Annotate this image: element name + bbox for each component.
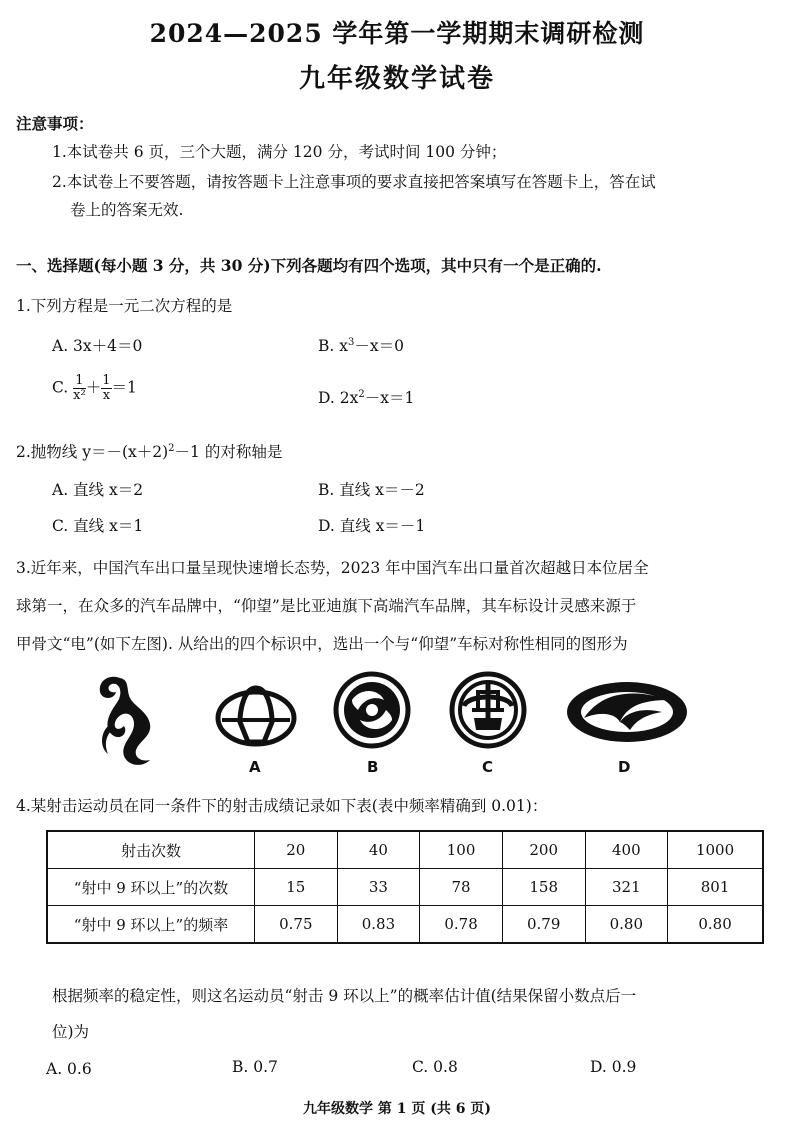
- question-2-option-d: D. 直线 x＝－1: [318, 517, 426, 535]
- table-cell: “射中 9 环以上”的次数: [47, 869, 255, 906]
- table-cell: 0.78: [420, 906, 503, 944]
- logo-c-icon: [448, 670, 528, 750]
- table-row: [47, 869, 763, 906]
- question-3-line-3: 甲骨文“电”(如下左图). 从给出的四个标识中，选出一个与“仰望”车标对称性相同的图形为: [16, 635, 628, 653]
- table-cell: 20: [255, 831, 338, 869]
- oracle-dian-glyph-icon: [90, 670, 162, 774]
- table-row: [47, 906, 763, 944]
- fraction-1-over-x: $\frac{1}{x}$: [102, 373, 111, 403]
- logo-b-label: B: [367, 758, 379, 776]
- question-4-stem: 4.某射击运动员在同一条件下的射击成绩记录如下表(表中频率精确到 0.01)：: [16, 797, 548, 815]
- table-cell: 400: [585, 831, 668, 869]
- shooting-results-table: [46, 830, 764, 944]
- page-footer: 九年级数学 第 1 页 (共 6 页): [303, 1101, 491, 1117]
- table-cell: 200: [502, 831, 585, 869]
- exam-title: 2024—2025 学年第一学期期末调研检测: [149, 19, 645, 48]
- question-4-follow-line-2: 位)为: [52, 1023, 90, 1041]
- table-cell: 1000: [668, 831, 763, 869]
- table-row: [47, 831, 763, 869]
- table-cell: 0.80: [585, 906, 668, 944]
- logo-d-icon: [562, 678, 692, 746]
- question-3-line-2: 球第一，在众多的汽车品牌中，“仰望”是比亚迪旗下高端汽车品牌，其车标设计灵感来源于: [16, 597, 637, 615]
- question-2-option-c: C. 直线 x＝1: [52, 517, 144, 535]
- logo-c-label: C: [482, 758, 494, 776]
- fraction-1-over-x-squared: $\frac{1}{\text{x²}}$: [73, 373, 86, 403]
- table-cell: 801: [668, 869, 763, 906]
- logo-a-icon: [212, 680, 300, 752]
- table-cell: 33: [337, 869, 420, 906]
- question-4-follow-line-1: 根据频率的稳定性，则这名运动员“射击 9 环以上”的概率估计值(结果保留小数点后一: [52, 987, 637, 1005]
- question-1-stem: 1.下列方程是一元二次方程的是: [16, 297, 233, 315]
- table-cell: 321: [585, 869, 668, 906]
- question-2-stem: 2.抛物线 $y=-(x+2)^2-1$ 的对称轴是: [16, 442, 283, 461]
- table-cell: 0.80: [668, 906, 763, 944]
- table-cell: 0.75: [255, 906, 338, 944]
- notes-item-1: 1.本试卷共 6 页，三个大题，满分 120 分，考试时间 100 分钟；: [52, 143, 507, 161]
- table-cell: 15: [255, 869, 338, 906]
- question-4-option-a: A. 0.6: [46, 1060, 92, 1078]
- logo-b-icon: [332, 670, 412, 750]
- question-2-option-b: B. 直线 x＝－2: [318, 481, 425, 499]
- section-1-heading: 一、选择题(每小题 3 分，共 30 分)下列各题均有四个选项，其中只有一个是正确的.: [16, 256, 602, 275]
- table-cell: “射中 9 环以上”的频率: [47, 906, 255, 944]
- notes-heading: 注意事项：: [16, 114, 94, 133]
- question-4-option-d: D. 0.9: [590, 1058, 637, 1076]
- table-cell: 100: [420, 831, 503, 869]
- question-4-option-c: C. 0.8: [412, 1058, 458, 1076]
- logo-d-label: D: [618, 758, 631, 776]
- table-cell: 0.83: [337, 906, 420, 944]
- question-1-option-d: D. $2x^2-x=1$: [318, 388, 415, 407]
- question-3-line-1: 3.近年来，中国汽车出口量呈现快速增长态势，2023 年中国汽车出口量首次超越日本位居全: [16, 559, 649, 577]
- table-cell: 射击次数: [47, 831, 255, 869]
- table-cell: 40: [337, 831, 420, 869]
- table-cell: 78: [420, 869, 503, 906]
- notes-item-2-line-2: 卷上的答案无效.: [70, 201, 184, 219]
- table-cell: 0.79: [502, 906, 585, 944]
- table-cell: 158: [502, 869, 585, 906]
- question-1-option-c: C. $\frac{1}{\text{x²}}$ ＋ $\frac{1}{x}$ ＝1: [52, 373, 137, 403]
- logo-a-label: A: [249, 758, 261, 776]
- question-2-option-a: A. 直线 x＝2: [52, 481, 144, 499]
- notes-item-2-line-1: 2.本试卷上不要答题，请按答题卡上注意事项的要求直接把答案填写在答题卡上，答在试: [52, 173, 656, 191]
- question-1-option-a: A. 3x＋4＝0: [52, 337, 143, 355]
- exam-subtitle: 九年级数学试卷: [298, 64, 495, 94]
- question-4-option-b: B. 0.7: [232, 1058, 278, 1076]
- question-1-option-b: B. $x^3-x=0$: [318, 336, 404, 355]
